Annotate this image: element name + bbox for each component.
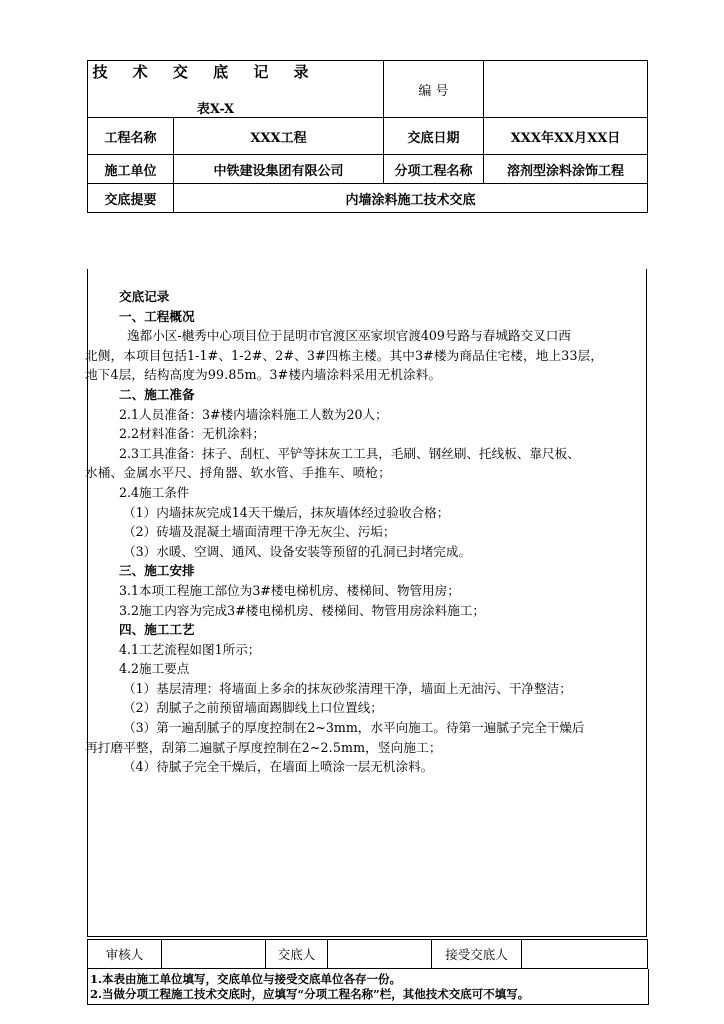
form-title-cell	[88, 61, 384, 118]
sub-project-label: 分项工程名称	[384, 155, 484, 184]
section-4-subitem: （1）基层清理：将墙面上多余的抹灰砂浆清理干净，墙面上无油污、干净整洁；	[123, 680, 572, 696]
disclosure-content	[85, 287, 648, 777]
sub-project-value[interactable]: 溶剂型涂料涂饰工程	[484, 155, 648, 184]
section-2-item: 2.1人员准备：3#楼内墙涂料施工人数为20人；	[119, 406, 388, 422]
section-2-subitem: （2）砖墙及混凝土墙面清理干净无灰尘、污垢；	[123, 524, 396, 540]
section-1-text: 北侧，本项目包括1-1#、1-2#、2#、3#四栋主楼。其中3#楼为商品住宅楼，地上33层，	[85, 347, 604, 363]
number-value[interactable]	[484, 61, 648, 118]
disclosure-body	[87, 269, 647, 937]
section-3-item: 3.2施工内容为完成3#楼电梯机房、楼梯间、物管用房涂料施工；	[119, 602, 486, 618]
section-2-item: 2.3工具准备：抹子、刮杠、平铲等抹灰工工具，毛刷、钢丝刷、托线板、靠尺板、	[119, 445, 580, 461]
note-item: 1.本表由施工单位填写，交底单位与接受交底单位各存一份。	[90, 972, 402, 986]
technical-disclosure-form	[85, 60, 647, 1001]
section-4-subitem: （2）刮腻子之前预留墙面踢脚线上口位置线；	[123, 700, 383, 716]
discloser-label: 交底人	[266, 940, 328, 969]
content-heading: 交底记录	[119, 289, 170, 304]
receiver-signature[interactable]	[522, 940, 648, 969]
section-1-text: 逸都小区-樾秀中心项目位于昆明市官渡区巫家坝官渡409号路与春城路交叉口西	[127, 328, 571, 344]
section-2-subitem: （1）内墙抹灰完成14天干燥后，抹灰墙体经过验收合格；	[123, 504, 450, 520]
section-4-subitem: （3）第一遍刮腻子的厚度控制在2~3mm，水平向施工。待第一遍腻子完全干燥后	[123, 720, 585, 736]
section-4-subitem: （4）待腻子完全干燥后，在墙面上喷涂一层无机涂料。	[123, 759, 434, 775]
receiver-label: 接受交底人	[432, 940, 522, 969]
unit-value[interactable]: 中铁建设集团有限公司	[174, 155, 384, 184]
section-4-item: 4.1工艺流程如图1所示；	[119, 641, 261, 657]
section-2-item: 2.4施工条件	[119, 484, 190, 500]
section-2-item: 水桶、金属水平尺、捋角器、软水管、手推车、喷枪；	[85, 465, 391, 481]
project-name-value[interactable]: XXX工程	[174, 118, 384, 155]
number-label: 编 号	[384, 61, 484, 118]
section-2-title: 二、施工准备	[119, 386, 195, 402]
section-3-item: 3.1本项工程施工部位为3#楼电梯机房、楼梯间、物管用房；	[119, 582, 460, 598]
unit-label: 施工单位	[88, 155, 174, 184]
summary-label: 交底提要	[88, 184, 174, 213]
signature-table	[87, 939, 648, 969]
section-4-subitem: 再打磨平整，刮第二遍腻子厚度控制在2~2.5mm，竖向施工；	[85, 739, 442, 755]
reviewer-signature[interactable]	[162, 940, 266, 969]
project-name-label: 工程名称	[88, 118, 174, 155]
section-3-title: 三、施工安排	[119, 563, 195, 579]
reviewer-label: 审核人	[88, 940, 162, 969]
summary-value[interactable]: 内墙涂料施工技术交底	[174, 184, 648, 213]
form-title: 技 术 交 底 记 录	[92, 63, 319, 81]
section-4-title: 四、施工工艺	[119, 622, 195, 638]
section-2-subitem: （3）水暖、空调、通风、设备安装等预留的孔洞已封堵完成。	[123, 543, 472, 559]
section-1-text: 地下4层，结构高度为99.85m。3#楼内墙涂料采用无机涂料。	[85, 367, 442, 383]
date-value[interactable]: XXX年XX月XX日	[484, 118, 648, 155]
form-number: 表X-X	[196, 102, 235, 117]
note-item: 2.当做分项工程施工技术交底时，应填写“分项工程名称”栏，其他技术交底可不填写。	[90, 987, 530, 1001]
form-notes	[87, 969, 649, 1005]
section-1-title: 一、工程概况	[119, 308, 195, 324]
section-2-item: 2.2材料准备：无机涂料；	[119, 426, 265, 442]
discloser-signature[interactable]	[328, 940, 432, 969]
header-table	[87, 60, 648, 213]
section-4-item: 4.2施工要点	[119, 661, 190, 677]
date-label: 交底日期	[384, 118, 484, 155]
